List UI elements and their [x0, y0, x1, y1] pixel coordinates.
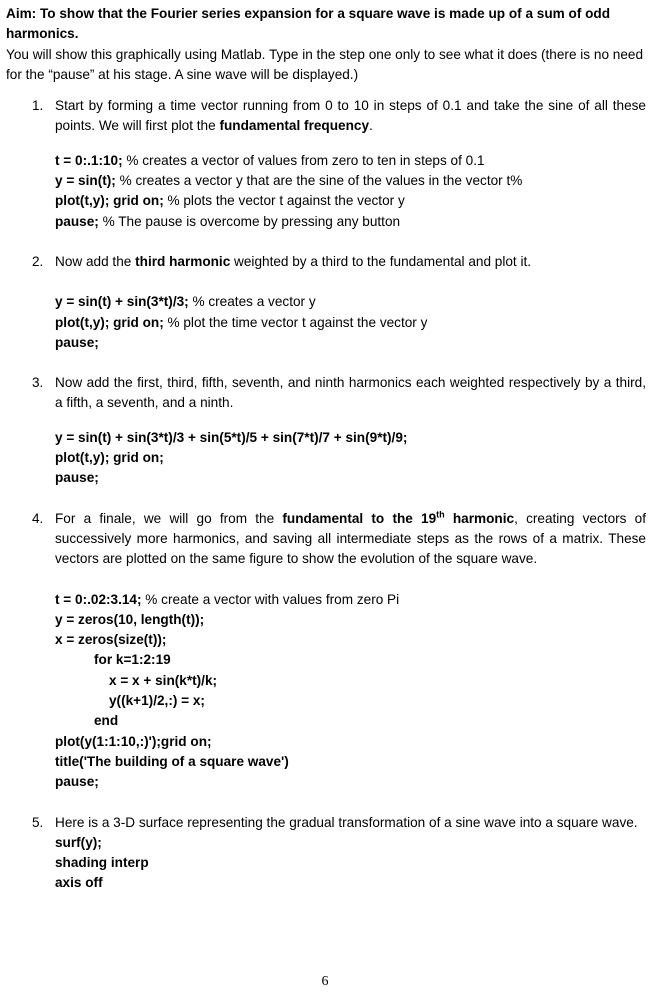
step-5	[6, 813, 646, 894]
code-comment: % creates a vector y	[188, 294, 316, 310]
step-text-bold: fundamental frequency	[219, 118, 370, 134]
code-block	[55, 833, 646, 894]
code-line	[55, 873, 646, 893]
step-1	[6, 96, 646, 232]
code-command: plot(t,y); grid on;	[55, 193, 164, 209]
step-text-bold-part: harmonic	[444, 510, 515, 526]
code-comment: % plots the vector t against the vector y	[163, 193, 405, 209]
code-line	[55, 448, 646, 468]
code-command: plot(t,y); grid on;	[55, 314, 164, 330]
code-line	[55, 610, 646, 630]
code-command: y = sin(t);	[55, 173, 116, 189]
code-block	[55, 292, 646, 353]
step-text	[55, 96, 646, 137]
code-command: y((k+1)/2,:) = x;	[109, 693, 205, 709]
code-line	[55, 428, 646, 448]
step-number: 5.	[32, 814, 44, 830]
code-block	[55, 151, 646, 232]
step-text-bold	[282, 511, 514, 526]
code-command: t = 0:.1:10;	[55, 152, 123, 168]
code-command: surf(y);	[55, 834, 102, 850]
step-text	[55, 252, 646, 272]
step-3	[6, 373, 646, 488]
code-command: title('The building of a square wave')	[55, 753, 289, 769]
step-text-bold-part: fundamental to the 19	[282, 510, 437, 526]
code-line	[55, 772, 646, 792]
code-line	[55, 313, 646, 333]
code-command: pause;	[55, 334, 99, 350]
code-line	[55, 171, 646, 191]
code-line	[55, 151, 646, 171]
step-number: 1.	[32, 98, 44, 114]
code-comment: % creates a vector y that are the sine of the values in the vector t%	[115, 173, 523, 189]
step-number: 4.	[32, 510, 44, 526]
step-text: Now add the first, third, fifth, seventh, and ninth harmonics each weighted respectively by a third, a fifth, a seventh, and a ninth.	[55, 375, 646, 411]
code-command: plot(t,y); grid on;	[55, 450, 164, 466]
code-command: y = zeros(10, length(t));	[55, 611, 205, 627]
code-command: end	[94, 713, 119, 729]
step-text-part: weighted by a third to the fundamental and plot it.	[230, 253, 532, 269]
step-text: Here is a 3-D surface representing the gradual transformation of a sine wave into a square wave.	[55, 814, 638, 830]
step-number: 3.	[32, 375, 44, 391]
code-line	[55, 833, 646, 853]
code-command: pause;	[55, 470, 99, 486]
code-comment: % create a vector with values from zero Pi	[141, 591, 400, 607]
step-text-bold: third harmonic	[135, 253, 231, 269]
code-command: pause;	[55, 774, 99, 790]
page-number: 6	[321, 974, 329, 989]
step-text-part: .	[369, 118, 373, 134]
code-line	[55, 691, 646, 711]
code-line	[55, 671, 646, 691]
code-line	[55, 292, 646, 312]
code-command: axis off	[55, 875, 103, 891]
code-line	[55, 333, 646, 353]
code-comment: % plot the time vector t against the vector y	[163, 314, 428, 330]
code-command: x = x + sin(k*t)/k;	[109, 672, 218, 688]
document-page	[6, 4, 646, 894]
code-command: y = sin(t) + sin(3*t)/3;	[55, 294, 189, 310]
step-text-part: Now add the	[55, 253, 136, 269]
code-block	[55, 428, 646, 489]
code-line	[55, 752, 646, 772]
step-4	[6, 509, 646, 793]
code-command: pause;	[55, 213, 99, 229]
superscript: th	[436, 509, 445, 520]
code-command: y = sin(t) + sin(3*t)/3 + sin(5*t)/5 + sin(7*t)/7 + sin(9*t)/9;	[55, 429, 408, 445]
code-line	[55, 650, 646, 670]
step-text	[55, 509, 646, 570]
code-line	[55, 630, 646, 650]
code-command: x = zeros(size(t));	[55, 632, 167, 648]
code-command: for k=1:2:19	[94, 652, 171, 668]
code-line	[55, 711, 646, 731]
code-block	[55, 590, 646, 793]
code-line	[55, 468, 646, 488]
step-2	[6, 252, 646, 353]
code-command: shading interp	[55, 855, 149, 871]
code-line	[55, 212, 646, 232]
aim-heading: Aim: To show that the Fourier series expansion for a square wave is made up of a sum of odd harmonics.	[6, 6, 611, 42]
code-command: t = 0:.02:3.14;	[55, 591, 142, 607]
step-text-part: , creating vectors of successively more harmonics, and saving all intermediate steps as the rows of a matrix. These vectors are plotted on the same figure to show the evolution of the square wave.	[55, 510, 647, 567]
code-line	[55, 191, 646, 211]
intro-paragraph: You will show this graphically using Matlab. Type in the step one only to see what it does (there is no need for the “pause” at his stage. A sine wave will be displayed.)	[6, 46, 644, 82]
code-command: plot(y(1:1:10,:)');grid on;	[55, 733, 212, 749]
step-text-part: Start by forming a time vector running from 0 to 10 in steps of 0.1 and take the sine of all these points. We will first plot the	[55, 98, 646, 134]
code-comment: % The pause is overcome by pressing any button	[98, 213, 401, 229]
code-line	[55, 590, 646, 610]
code-line	[55, 853, 646, 873]
code-comment: % creates a vector of values from zero to ten in steps of 0.1	[122, 152, 485, 168]
step-text-part: For a finale, we will go from the	[55, 510, 283, 526]
step-number: 2.	[32, 253, 44, 269]
code-line	[55, 732, 646, 752]
